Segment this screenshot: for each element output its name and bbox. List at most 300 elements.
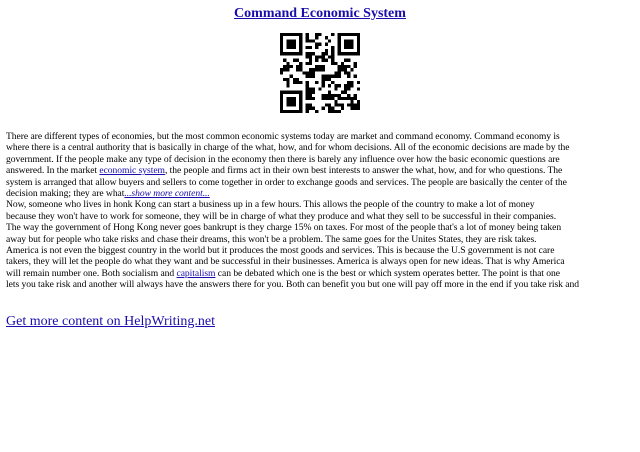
qr-module	[331, 33, 334, 36]
qr-module	[296, 78, 299, 81]
qr-module	[341, 33, 344, 36]
qr-module	[299, 36, 302, 39]
qr-module	[331, 59, 334, 62]
qr-module	[302, 71, 305, 74]
qr-module	[293, 33, 296, 36]
qr-module	[325, 59, 328, 62]
qr-module	[350, 100, 353, 103]
qr-module	[334, 87, 337, 90]
qr-module	[299, 49, 302, 52]
qr-module	[341, 97, 344, 100]
qr-module	[344, 43, 347, 46]
qr-module	[309, 39, 312, 42]
qr-module	[283, 110, 286, 113]
qr-module	[312, 52, 315, 55]
qr-module	[293, 91, 296, 94]
qr-module	[315, 59, 318, 62]
show-more-link[interactable]: ...show more content...	[124, 188, 210, 200]
qr-module	[315, 65, 318, 68]
qr-module	[290, 39, 293, 42]
qr-module	[322, 78, 325, 81]
qr-module	[293, 46, 296, 49]
qr-module	[315, 68, 318, 71]
qr-module	[347, 59, 350, 62]
qr-module	[283, 65, 286, 68]
qr-module	[318, 65, 321, 68]
qr-module	[296, 91, 299, 94]
qr-module	[328, 55, 331, 58]
qr-module	[347, 81, 350, 84]
qr-module	[315, 33, 318, 36]
qr-module	[306, 39, 309, 42]
text-line: away but for people who take risks and chase their dreams, this won't be a problem. The same goes for the Unites States, they are risk takes.	[6, 233, 537, 245]
qr-module	[338, 46, 341, 49]
qr-module	[296, 68, 299, 71]
qr-module	[344, 71, 347, 74]
qr-module	[328, 78, 331, 81]
qr-module	[347, 46, 350, 49]
qr-module	[350, 103, 353, 106]
qr-module	[341, 65, 344, 68]
qr-module	[354, 33, 357, 36]
qr-module	[347, 103, 350, 106]
qr-module	[306, 107, 309, 110]
qr-module	[341, 103, 344, 106]
qr-module	[347, 75, 350, 78]
text-span: , the people and firms act in their own best interests to answer the what, how, and for who questions. The	[164, 165, 563, 177]
qr-module	[286, 100, 289, 103]
qr-module	[357, 103, 360, 106]
qr-module	[331, 49, 334, 52]
qr-module	[280, 49, 283, 52]
text-span: will remain number one. Both socialism and	[6, 267, 177, 279]
qr-module	[315, 36, 318, 39]
qr-module	[338, 36, 341, 39]
qr-module	[290, 65, 293, 68]
qr-code-icon	[280, 33, 360, 113]
qr-module	[328, 94, 331, 97]
qr-module	[283, 59, 286, 62]
text-span: decision making; they are what	[6, 188, 125, 200]
get-more-content-link[interactable]: Get more content on HelpWriting.net	[6, 314, 215, 329]
qr-module	[293, 59, 296, 62]
qr-module	[283, 68, 286, 71]
qr-module	[280, 94, 283, 97]
text-line: lets you take risk and another will always have the answers there for you. Both can benefit you but one will pay off more in the end if you take risk and	[6, 279, 579, 291]
text-line	[6, 268, 634, 279]
qr-module	[280, 110, 283, 113]
qr-module	[299, 65, 302, 68]
qr-module	[286, 81, 289, 84]
qr-module	[331, 55, 334, 58]
qr-module	[290, 91, 293, 94]
text-line: where there is a central authority that is basically in charge of the what, how, and for whom decisions. All of the economic decisions are made by the	[6, 142, 570, 154]
qr-module	[350, 43, 353, 46]
capitalism-link[interactable]: capitalism	[176, 267, 216, 279]
article-body	[6, 131, 634, 291]
qr-module	[338, 110, 341, 113]
qr-module	[331, 81, 334, 84]
qr-module	[286, 39, 289, 42]
qr-module	[315, 110, 318, 113]
qr-module	[299, 100, 302, 103]
qr-module	[293, 103, 296, 106]
qr-module	[344, 84, 347, 87]
qr-module	[312, 68, 315, 71]
qr-module	[283, 33, 286, 36]
qr-module	[357, 100, 360, 103]
qr-module	[322, 107, 325, 110]
qr-module	[306, 103, 309, 106]
qr-module	[350, 46, 353, 49]
qr-module	[286, 65, 289, 68]
qr-module	[328, 39, 331, 42]
qr-module	[325, 52, 328, 55]
qr-module	[334, 100, 337, 103]
qr-module	[334, 71, 337, 74]
qr-module	[309, 62, 312, 65]
qr-module	[283, 52, 286, 55]
qr-module	[286, 103, 289, 106]
qr-module	[293, 52, 296, 55]
qr-module	[309, 87, 312, 90]
qr-module	[280, 52, 283, 55]
qr-module	[309, 46, 312, 49]
qr-module	[280, 100, 283, 103]
qr-module	[354, 94, 357, 97]
qr-module	[344, 97, 347, 100]
qr-module	[331, 46, 334, 49]
qr-module	[338, 103, 341, 106]
qr-module	[293, 43, 296, 46]
qr-module	[331, 75, 334, 78]
qr-module	[306, 97, 309, 100]
qr-module	[341, 52, 344, 55]
qr-module	[334, 62, 337, 65]
qr-module	[347, 52, 350, 55]
economic-system-link[interactable]: economic system	[99, 165, 165, 177]
qr-module	[312, 75, 315, 78]
qr-module	[290, 33, 293, 36]
qr-module	[309, 52, 312, 55]
qr-module	[338, 97, 341, 100]
qr-module	[347, 65, 350, 68]
qr-module	[309, 97, 312, 100]
qr-module	[325, 97, 328, 100]
qr-module	[296, 59, 299, 62]
qr-module	[334, 84, 337, 87]
qr-module	[286, 62, 289, 65]
qr-module	[357, 43, 360, 46]
qr-module	[354, 75, 357, 78]
qr-module	[293, 78, 296, 81]
qr-module	[318, 68, 321, 71]
qr-module	[280, 107, 283, 110]
qr-module	[350, 97, 353, 100]
qr-module	[322, 75, 325, 78]
qr-module	[325, 103, 328, 106]
qr-module	[290, 46, 293, 49]
qr-module	[299, 94, 302, 97]
qr-module	[341, 91, 344, 94]
qr-module	[309, 103, 312, 106]
qr-module	[344, 46, 347, 49]
qr-module	[318, 33, 321, 36]
qr-module	[350, 84, 353, 87]
qr-module	[347, 94, 350, 97]
qr-module	[357, 81, 360, 84]
qr-module	[299, 52, 302, 55]
text-span: answered. In the market	[6, 165, 100, 177]
qr-module	[347, 84, 350, 87]
text-line: because they won't have to work for someone, they will be in charge of what they produce and what they sell to be successful in their companies.	[6, 210, 557, 222]
qr-module	[306, 62, 309, 65]
qr-module	[350, 68, 353, 71]
qr-module	[290, 43, 293, 46]
qr-module	[350, 107, 353, 110]
qr-module	[299, 110, 302, 113]
qr-module	[293, 100, 296, 103]
text-line: government. If the people make any type of decision in the economy then there is barely any influence over how the basic economic questions are	[6, 153, 560, 165]
qr-module	[328, 97, 331, 100]
qr-module	[299, 103, 302, 106]
qr-module	[286, 46, 289, 49]
qr-module	[283, 91, 286, 94]
qr-module	[290, 75, 293, 78]
qr-module	[280, 97, 283, 100]
qr-module	[315, 46, 318, 49]
qr-module	[357, 52, 360, 55]
qr-module	[293, 39, 296, 42]
qr-module	[322, 81, 325, 84]
qr-module	[306, 87, 309, 90]
qr-module	[357, 33, 360, 36]
qr-module	[328, 110, 331, 113]
qr-module	[322, 97, 325, 100]
qr-module	[280, 91, 283, 94]
qr-module	[296, 33, 299, 36]
qr-module	[309, 55, 312, 58]
qr-module	[357, 87, 360, 90]
qr-module	[325, 49, 328, 52]
qr-module	[338, 75, 341, 78]
qr-module	[315, 81, 318, 84]
qr-module	[322, 59, 325, 62]
qr-module	[338, 68, 341, 71]
qr-module	[338, 65, 341, 68]
qr-module	[280, 103, 283, 106]
qr-module	[290, 103, 293, 106]
qr-module	[280, 33, 283, 36]
qr-module	[296, 81, 299, 84]
qr-module	[338, 39, 341, 42]
text-line: The way the government of Hong Kong never goes bankrupt is they charge 15% on taxes. For most of the people that's a lot of money being taken	[6, 222, 562, 234]
qr-module	[290, 100, 293, 103]
page-title[interactable]: Command Economic System	[234, 6, 406, 21]
qr-module	[334, 94, 337, 97]
qr-module	[306, 55, 309, 58]
text-line: takers, they will let the people do what they want and be successful in their businesses. America is always open for new ideas. That is why America	[6, 256, 565, 268]
qr-module	[318, 87, 321, 90]
qr-module	[312, 91, 315, 94]
qr-module	[325, 36, 328, 39]
qr-module	[331, 62, 334, 65]
qr-module	[306, 71, 309, 74]
qr-module	[357, 46, 360, 49]
qr-module	[286, 97, 289, 100]
qr-module	[347, 39, 350, 42]
qr-module	[309, 107, 312, 110]
qr-module	[328, 103, 331, 106]
qr-module	[325, 43, 328, 46]
qr-module	[347, 71, 350, 74]
qr-module	[286, 78, 289, 81]
qr-module	[306, 84, 309, 87]
qr-module	[280, 43, 283, 46]
qr-module	[350, 33, 353, 36]
qr-module	[299, 81, 302, 84]
qr-module	[357, 39, 360, 42]
qr-module	[315, 43, 318, 46]
qr-module	[299, 43, 302, 46]
qr-module	[286, 110, 289, 113]
qr-module	[350, 39, 353, 42]
qr-module	[290, 52, 293, 55]
qr-module	[306, 110, 309, 113]
qr-module	[312, 87, 315, 90]
qr-module	[306, 94, 309, 97]
qr-module	[331, 107, 334, 110]
qr-module	[312, 39, 315, 42]
text-line: America is not even the biggest country in the world but it produces the most goods and services. This is because the U.S government is not care	[6, 245, 555, 257]
text-line: There are different types of economies, but the most common economic systems today are market and command economy. Command economy is	[6, 131, 560, 142]
qr-module	[322, 94, 325, 97]
qr-module	[296, 65, 299, 68]
qr-module	[322, 84, 325, 87]
qr-module	[280, 68, 283, 71]
qr-module	[299, 97, 302, 100]
qr-module	[344, 65, 347, 68]
qr-module	[357, 107, 360, 110]
qr-module	[331, 110, 334, 113]
qr-module	[338, 84, 341, 87]
qr-module	[328, 91, 331, 94]
qr-module	[344, 59, 347, 62]
qr-module	[296, 52, 299, 55]
qr-module	[280, 36, 283, 39]
qr-module	[280, 39, 283, 42]
qr-module	[338, 71, 341, 74]
qr-module	[306, 75, 309, 78]
qr-module	[318, 43, 321, 46]
text-line: Now, someone who lives in honk Kong can start a business up in a few hours. This allows the people of the country to make a lot of money	[6, 199, 535, 211]
qr-module	[341, 107, 344, 110]
qr-module	[331, 94, 334, 97]
qr-module	[309, 59, 312, 62]
qr-module	[318, 55, 321, 58]
qr-module	[286, 43, 289, 46]
qr-module	[312, 71, 315, 74]
qr-module	[299, 39, 302, 42]
qr-module	[306, 81, 309, 84]
qr-module	[334, 110, 337, 113]
qr-module	[328, 84, 331, 87]
qr-module	[347, 43, 350, 46]
qr-module	[299, 62, 302, 65]
qr-module	[306, 33, 309, 36]
qr-module	[322, 55, 325, 58]
qr-module	[283, 78, 286, 81]
qr-module	[322, 65, 325, 68]
qr-module	[293, 81, 296, 84]
qr-module	[354, 103, 357, 106]
qr-module	[322, 52, 325, 55]
qr-module	[347, 97, 350, 100]
qr-module	[350, 81, 353, 84]
qr-module	[309, 71, 312, 74]
qr-module	[306, 91, 309, 94]
qr-module	[309, 94, 312, 97]
qr-module	[354, 97, 357, 100]
qr-module	[299, 91, 302, 94]
qr-module	[354, 52, 357, 55]
qr-module	[328, 107, 331, 110]
qr-module	[341, 62, 344, 65]
text-line	[6, 188, 634, 199]
qr-module	[331, 97, 334, 100]
qr-module	[354, 107, 357, 110]
qr-module	[286, 68, 289, 71]
text-line: system is arranged that allow buyers and sellers to come together in order to exchange goods and services. The people are basically the center of the	[6, 176, 567, 188]
qr-module	[344, 52, 347, 55]
qr-module	[293, 110, 296, 113]
qr-module	[347, 87, 350, 90]
qr-module	[299, 33, 302, 36]
qr-module	[347, 33, 350, 36]
qr-module	[344, 91, 347, 94]
qr-module	[357, 36, 360, 39]
qr-module	[338, 33, 341, 36]
qr-module	[354, 62, 357, 65]
qr-module	[322, 68, 325, 71]
qr-module	[286, 91, 289, 94]
qr-module	[309, 91, 312, 94]
qr-module	[309, 75, 312, 78]
qr-module	[338, 52, 341, 55]
qr-module	[306, 46, 309, 49]
qr-module	[338, 94, 341, 97]
qr-module	[293, 97, 296, 100]
qr-module	[315, 55, 318, 58]
qr-module	[354, 65, 357, 68]
qr-module	[338, 49, 341, 52]
qr-module	[290, 97, 293, 100]
qr-module	[280, 46, 283, 49]
qr-module	[296, 110, 299, 113]
qr-module	[309, 68, 312, 71]
qr-module	[357, 49, 360, 52]
qr-module	[280, 71, 283, 74]
qr-module	[328, 75, 331, 78]
qr-module	[334, 75, 337, 78]
qr-module	[299, 46, 302, 49]
qr-module	[334, 103, 337, 106]
qr-module	[312, 97, 315, 100]
text-line	[6, 165, 634, 176]
qr-module	[325, 78, 328, 81]
qr-module	[306, 52, 309, 55]
qr-module	[286, 52, 289, 55]
